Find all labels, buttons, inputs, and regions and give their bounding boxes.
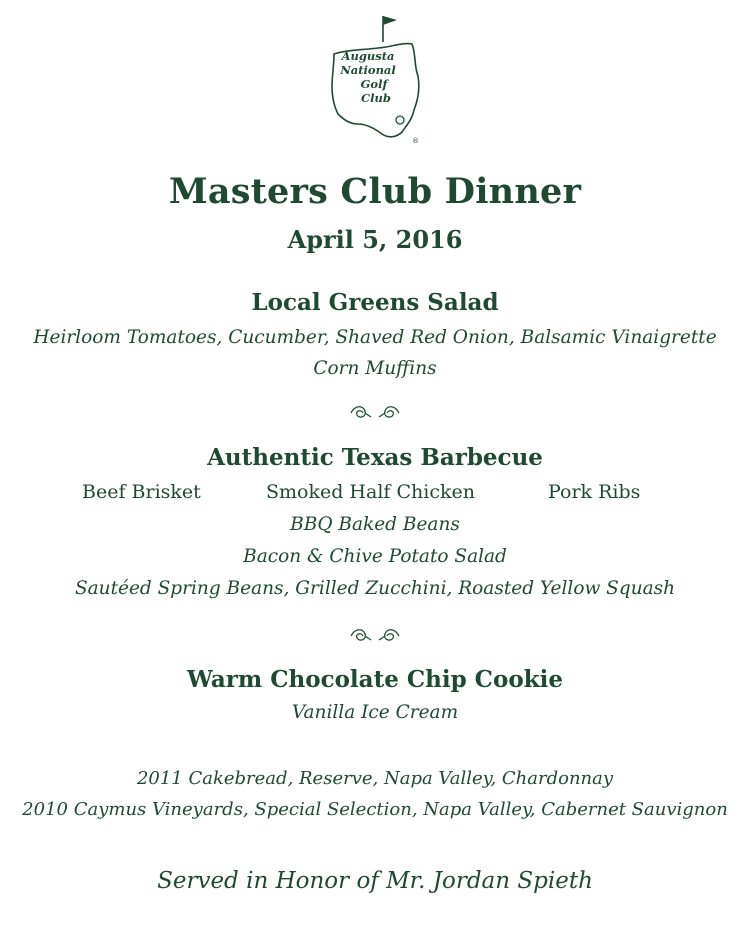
menu-title: Masters Club Dinner [168,171,582,212]
bbq-side-potato-salad: Bacon & Chive Potato Salad [243,546,507,567]
svg-text:Club: Club [361,91,391,105]
svg-text:Augusta: Augusta [341,49,395,63]
floral-ornament-icon [345,624,405,646]
bbq-item-ribs: Pork Ribs [548,481,641,503]
svg-text:National: National [340,63,396,77]
augusta-national-logo [322,10,428,152]
honoree-line: Served in Honor of Mr. Jordan Spieth [157,868,593,894]
course-title-bbq: Authentic Texas Barbecue [207,444,543,471]
course-title-dessert: Warm Chocolate Chip Cookie [187,666,563,693]
svg-text:®: ® [412,137,419,145]
bbq-item-chicken: Smoked Half Chicken [266,481,475,503]
salad-side: Corn Muffins [313,358,437,379]
wine-chardonnay: 2011 Cakebread, Reserve, Napa Valley, Chardonnay [136,768,614,789]
floral-ornament-icon [345,401,405,423]
bbq-item-brisket: Beef Brisket [82,481,201,503]
course-title-salad: Local Greens Salad [251,289,499,316]
dessert-side: Vanilla Ice Cream [291,702,459,723]
wine-cabernet: 2010 Caymus Vineyards, Special Selection, Napa Valley, Cabernet Sauvignon [22,799,728,820]
bbq-side-vegetables: Sautéed Spring Beans, Grilled Zucchini, Roasted Yellow Squash [74,578,676,599]
menu-date: April 5, 2016 [287,225,463,254]
augusta-map-flag-icon [322,10,428,152]
bbq-side-beans: BBQ Baked Beans [290,514,460,535]
salad-description: Heirloom Tomatoes, Cucumber, Shaved Red Onion, Balsamic Vinaigrette [33,327,717,348]
svg-text:Golf: Golf [360,77,388,91]
